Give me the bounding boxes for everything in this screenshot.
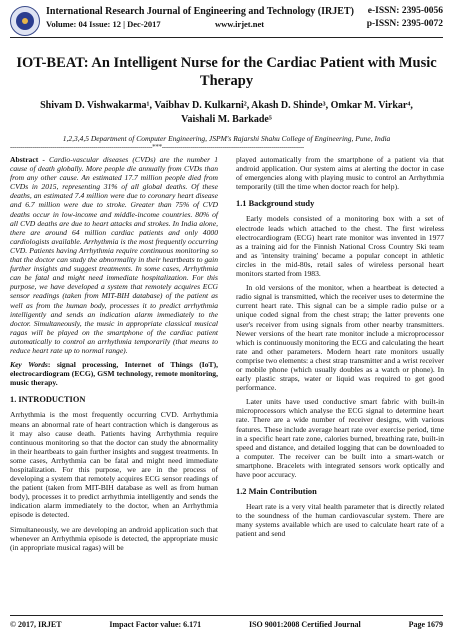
journal-name: International Research Journal of Engineering and Technology (IRJET)	[46, 6, 354, 17]
left-column	[10, 155, 218, 557]
journal-website: www.irjet.net	[215, 19, 265, 29]
section-heading-introduction: 1. INTRODUCTION	[10, 395, 86, 405]
paper-title: IOT-BEAT: An Intelligent Nurse for the Cardiac Patient with Music Therapy	[16, 55, 437, 89]
footer-divider	[10, 615, 443, 616]
authors-line-2: Vaishali M. Barkade⁵	[181, 114, 272, 125]
keywords-text: : signal processing, Internet of Things (IoT), electrocardiogram (ECG), GSM technology, remote monitoring, music therapy.	[10, 360, 219, 388]
author-list	[10, 99, 443, 127]
background-paragraph-2: In old versions of the monitor, when a heartbeat is detected a radio signal is transmitted, which the receiver uses to determine the current heart rate. This signal can be a simple radio pulse or a unique coded signal from the chest strap; the latter prevents one user's receiver from using signals from other nearby transmitters. Newer versions of the heart rate monitor include a microprocessor which is continuously monitoring the ECG and calculating the heart rate and other parameters. Modern heart rate monitors usually comprise two elements: a chest strap transmitter and a wrist receiver or mobile phone (which usually doubles as a watch or phone). In early plastic straps, water or liquid was required to get good performance.	[236, 283, 444, 393]
footer-copyright: © 2017, IRJET	[10, 620, 62, 629]
journal-header	[10, 6, 443, 46]
intro-paragraph-2: Simultaneously, we are developing an android application such that whenever an Arrhythmia episode is detected, the appropriate music (in appropriate musical ragas) will be	[10, 524, 218, 552]
volume-issue: Volume: 04 Issue: 12 | Dec-2017	[46, 19, 161, 29]
contribution-paragraph-1: Heart rate is a very vital health parameter that is directly related to the soundness of the human cardiovascular system. There are many systems available which are used to calculate heart rate of a patient and send	[236, 502, 444, 539]
background-paragraph-3: Later units have used conductive smart fabric with built-in microprocessors which analyse the ECG signal to determine heart rate. There are a wide number of receiver designs, with various features. These include average heart rate over exercise period, time in a specific heart rate zone, calories burned, breathing rate, built-in speed and distance, and detailed logging that can be downloaded to a computer. The receiver can be built into a smart-watch or smartphone. Bracelets with integrated sensors work optically and have poor accuracy.	[236, 397, 444, 479]
intro-continuation: played automatically from the smartphone of a patient via that android application. Our system aims at alerting the doctor in case of emergencies along with playing music to control an Arrhythmia temporarily (till the time when doctor reach for help).	[236, 155, 444, 192]
section-heading-background: 1.1 Background study	[236, 199, 315, 209]
section-heading-contribution: 1.2 Main Contribution	[236, 487, 317, 497]
page-footer	[10, 620, 443, 629]
affiliation: 1,2,3,4,5 Department of Computer Engineering, JSPM's Rajarshi Shahu College of Engineering, Pune, India	[62, 134, 391, 143]
abstract-label: Abstract -	[10, 155, 49, 164]
e-issn: e-ISSN: 2395-0056	[367, 6, 443, 16]
authors-line-1: Shivam D. Vishwakarma¹, Vaibhav D. Kulkarni², Akash D. Shinde³, Omkar M. Virkar⁴,	[40, 100, 413, 111]
abstract-text: Cardio-vascular diseases (CVDs) are the number 1 cause of death globally. More people die annually from CVDs than from any other cause. An estimated 17.7 million people died from CVDs in 2015, representing 31% of all global deaths. Of these deaths, an estimated 7.4 million were due to coronary heart disease and 6.7 million were due to stroke. Greater than 75% of CVD deaths occur in low-income and middle-income countries. 80% of all CVD deaths are due to heart attacks and strokes. In India alone, there are around 64 million cardiac patients and only 4000 cardiologists available. Arrhythmia is the most frequently occurring CVD. Patients having Arrhythmia require continuous monitoring so that the doctor can study the abnormality in their heartbeats to gain further insights and suggest treatments. In some cases, Arrhythmia can be fatal and might need immediate hospitalization. For this purpose, we have developed a system that remotely acquires ECG sensor readings (taken from MIT-BIH database) of the patient as well as from the human body, processes it to predict arrhythmia intelligently and sends an indication alarm immediately to the doctor. Simultaneously, the music in appropriate classical musical ragas will be played on the smartphone of the cardiac patient automatically to control an arrhythmia temporarily (that means to reduce heart rate up to normal range).	[10, 155, 218, 355]
abstract	[10, 155, 218, 355]
intro-paragraph-1: Arrhythmia is the most frequently occurring CVD. Arrhythmia means an abnormal rate of heart contraction which is dangerous as it may also cause death. Patients having Arrhythmia require continuous monitoring so that the doctor can study the abnormality in their heartbeats to gain further insights and suggest treatments. In some cases, Arrhythmia can be fatal and might need immediate hospitalization. For this purpose, we are in the process of developing a system that remotely acquires ECG sensor readings of the patient (taken from MIT-BIH database as well as from human body), processes it to predict arrhythmia intelligently and sends the indication alarm immediately to the doctor, when an Arrhythmia episode is detected.	[10, 410, 218, 520]
footer-impact-factor: Impact Factor value: 6.171	[109, 620, 202, 629]
footer-iso: ISO 9001:2008 Certified Journal	[248, 620, 361, 629]
right-column	[236, 155, 444, 544]
footer-page-number: Page 1679	[408, 620, 443, 629]
keywords	[10, 360, 218, 387]
header-divider	[10, 37, 443, 38]
keywords-label: Key Words	[10, 360, 48, 370]
background-paragraph-1: Early models consisted of a monitoring box with a set of electrode leads which attached to the chest. The first wireless electrocardiogram (ECG) heart rate monitor was invented in 1977 as a training aid for the Finnish National Cross Country Ski team and as 'intensity training' became a popular concept in athletic circles in the mid-80s, retail sales of wireless personal heart monitors started from 1983.	[236, 214, 444, 279]
section-separator: ----------------------------------------------------------------------***----------------------------------------------------------------------	[10, 143, 304, 151]
irjet-logo	[10, 6, 40, 36]
p-issn: p-ISSN: 2395-0072	[366, 19, 443, 29]
